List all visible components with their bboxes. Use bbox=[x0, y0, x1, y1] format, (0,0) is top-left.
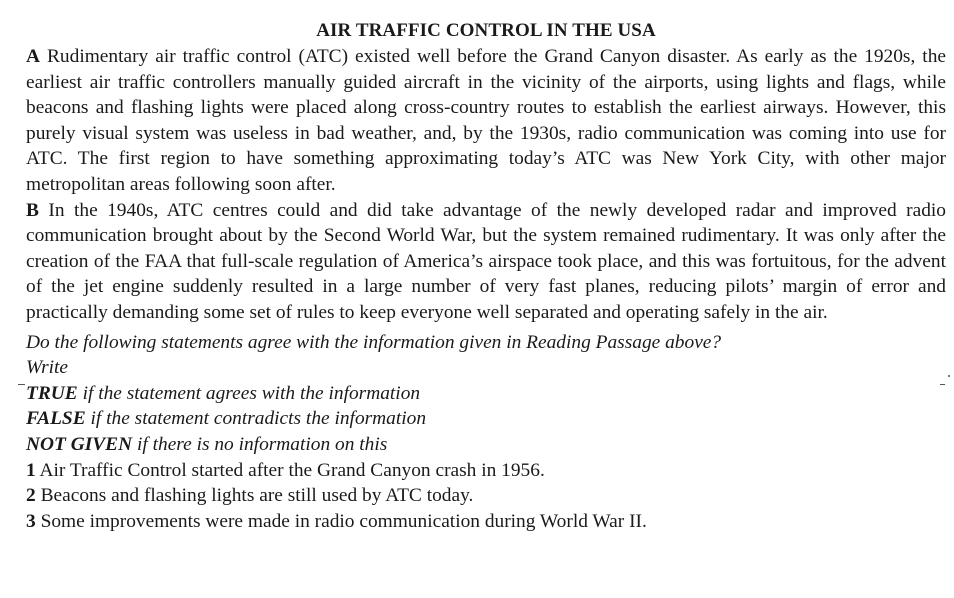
paragraph-letter: B bbox=[26, 199, 39, 221]
option-desc: if the statement agrees with the information bbox=[82, 382, 421, 404]
paragraph-b bbox=[26, 198, 946, 326]
question-1 bbox=[26, 458, 946, 484]
option-not-given bbox=[26, 432, 946, 458]
question-number: 1 bbox=[26, 459, 36, 481]
paragraph-a bbox=[26, 44, 946, 198]
option-key: FALSE bbox=[26, 408, 86, 430]
question-text: Air Traffic Control started after the Grand Canyon crash in 1956. bbox=[39, 459, 545, 481]
scan-mark bbox=[940, 384, 945, 385]
question-3 bbox=[26, 509, 946, 535]
question-text: Beacons and flashing lights are still used by ATC today. bbox=[40, 485, 474, 507]
option-desc: if there is no information on this bbox=[136, 433, 388, 455]
reading-passage bbox=[26, 18, 946, 534]
question-2 bbox=[26, 483, 946, 509]
question-number: 3 bbox=[26, 510, 36, 532]
instructions-write: Write bbox=[26, 357, 69, 379]
option-true bbox=[26, 381, 946, 407]
option-key: NOT GIVEN bbox=[26, 433, 133, 455]
option-desc: if the statement contradicts the information bbox=[90, 408, 427, 430]
passage-title: AIR TRAFFIC CONTROL IN THE USA bbox=[316, 20, 656, 41]
instructions-question: Do the following statements agree with the information given in Reading Passage above? bbox=[26, 331, 722, 353]
option-false bbox=[26, 406, 946, 432]
question-number: 2 bbox=[26, 485, 36, 507]
instructions bbox=[26, 330, 946, 458]
option-key: TRUE bbox=[26, 382, 78, 404]
paragraph-text: In the 1940s, ATC centres could and did take advantage of the newly developed radar and improved radio communication brought about by the Second World War, but the system remained rudimentary. It was only after the creation of the FAA that full-scale regulation of America’s airspace took place, and this was fortuitous, for the advent of the jet engine suddenly resulted in a large number of very fast planes, reducing pilots’ margin of error and practically demanding some set of rules to keep everyone well separated and operating safely in the air. bbox=[26, 199, 946, 323]
scan-mark bbox=[18, 384, 25, 385]
scan-mark bbox=[948, 375, 950, 377]
paragraph-text: Rudimentary air traffic control (ATC) existed well before the Grand Canyon disaster. As early as the 1920s, the earliest air traffic controllers manually guided aircraft in the vicinity of the airports, using lights and flags, while beacons and flashing lights were placed along cross-country routes to establish the earliest airways. However, this purely visual system was useless in bad weather, and, by the 1930s, radio communication was coming into use for ATC. The first region to have something approximating today’s ATC was New York City, with other major metropolitan areas following soon after. bbox=[26, 46, 946, 195]
paragraph-letter: A bbox=[26, 46, 41, 67]
question-text: Some improvements were made in radio communication during World War II. bbox=[40, 510, 647, 532]
